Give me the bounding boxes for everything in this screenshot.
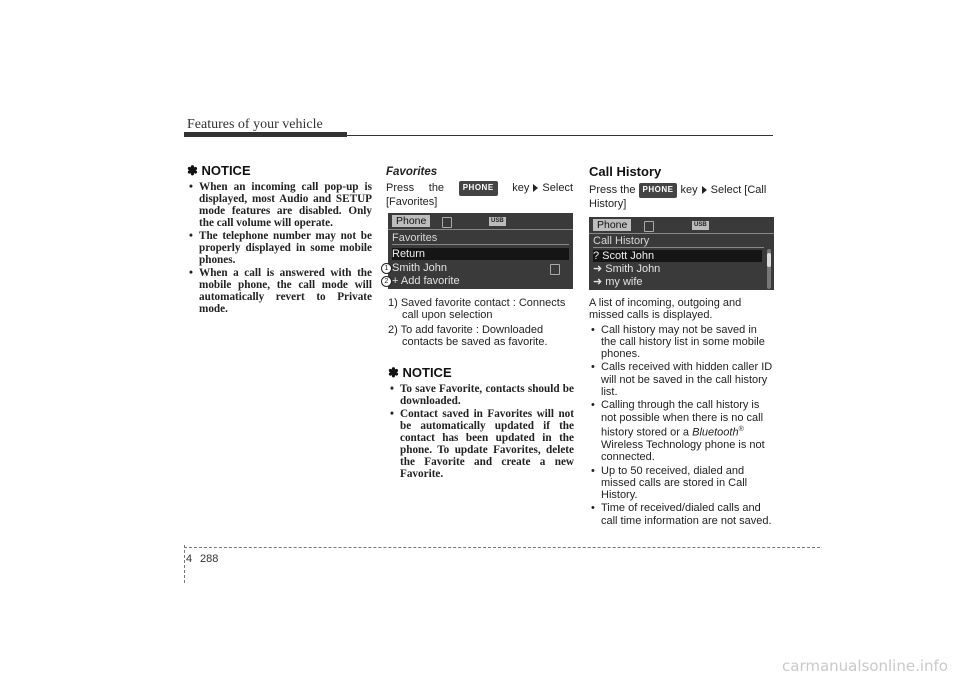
callout-badge: 1 [381,263,392,274]
instruction-text: Press the [386,182,445,195]
screen-row-call[interactable]: ➜ my wife [593,276,643,288]
screen-row-return[interactable]: Return [392,248,569,260]
call-history-instruction [589,183,774,210]
instruction-text: key [512,182,530,195]
favorites-list [388,297,575,350]
favorites-screen [388,213,573,289]
favorites-section [386,166,573,208]
list-item [589,399,774,463]
call-history-screen [589,217,774,290]
screen-tab-phone: Phone [593,219,631,231]
bluetooth-icon [644,221,654,232]
call-history-section [589,166,774,210]
notice-item: • Contact saved in Favorites will not be automatically updated if the contact has been updated in the phone. To update Favorites, delete the Favorite and create a new Favorite. [388,408,574,480]
middle-notice [388,367,574,481]
notice-list [388,383,574,480]
bluetooth-icon [442,217,452,228]
screen-divider [589,233,774,234]
favorites-heading: Favorites [386,166,438,178]
header-rule [347,135,773,136]
phone-book-icon [550,264,560,275]
instruction-text: Press the [589,184,636,197]
chapter-number: 4 [186,553,193,565]
screen-row-add-favorite[interactable]: + Add favorite [392,275,460,287]
usb-icon: USB [694,222,707,228]
instruction-text: Select [Favorites] [386,182,573,208]
list-item: 2) To add favorite : Downloaded contacts be saved as favorite. [388,323,548,348]
notice-list [187,181,372,315]
registered-mark: ® [738,425,744,433]
notice-item: • When a call is answered with the mobile phone, the call mode will automatically revert to Private mode. [187,267,372,315]
instruction-text: Select [Call History] [589,184,767,210]
arrow-right-icon [702,186,707,194]
phone-key-icon: PHONE [639,183,678,197]
scrollbar-thumb[interactable] [767,253,771,267]
screen-scrollbar[interactable] [767,249,771,289]
screen-title: Call History [593,235,650,247]
arrow-right-icon [533,184,538,192]
notice-item: • When an incoming call pop-up is displayed, most Audio and SETUP mode features are disabled. Only the call volume will operate. [187,181,372,229]
list-item: • Time of received/dialed calls and call time information are not saved. [589,502,774,527]
call-history-intro: A list of incoming, outgoing and missed calls is displayed. [589,297,742,322]
screen-tab-phone: Phone [392,215,430,227]
usb-icon: USB [491,218,504,224]
callout-badge: 2 [381,276,392,287]
numbered-list [388,297,575,348]
left-notice [187,165,372,316]
screen-row-call[interactable]: ? Scott John [593,250,762,262]
screen-divider [593,247,764,248]
call-history-heading: Call History [589,164,662,179]
instruction-text: key [680,184,698,197]
bluetooth-brand: Bluetooth [692,426,739,439]
list-item: • Calls received with hidden caller ID will not be saved in the call history list. [589,361,774,398]
item-text: Wireless Technology phone is not connected. [601,438,765,464]
call-history-body [589,297,774,528]
notice-item: • To save Favorite, contacts should be downloaded. [388,383,574,407]
notice-title: ✽ NOTICE [388,365,452,380]
phone-key-icon: PHONE [459,181,498,195]
list-item: • Up to 50 received, dialed and missed calls are stored in Call History. [589,465,774,502]
call-history-list [589,324,774,527]
item-text: Calling through the call history is not possible when there is no call history stored or a [601,399,764,439]
screen-row-call[interactable]: ➜ Smith John [593,263,661,275]
notice-title: ✽ NOTICE [187,163,251,178]
page-number: 288 [200,553,219,565]
page-header-title: Features of your vehicle [187,117,323,132]
screen-row-contact[interactable]: Smith John [392,262,448,274]
list-item: • Call history may not be saved in the call history list in some mobile phones. [589,324,774,361]
watermark: carmanualsonline.info [782,657,948,675]
favorites-instruction [386,181,573,208]
notice-item: • The telephone number may not be properly displayed in some mobile phones. [187,230,372,266]
header-bar [184,132,347,137]
screen-title: Favorites [392,232,438,244]
screen-divider [388,229,573,230]
list-item: 1) Saved favorite contact : Connects call upon selection [388,297,566,322]
screen-divider [392,244,569,245]
footer-rule [184,547,820,548]
